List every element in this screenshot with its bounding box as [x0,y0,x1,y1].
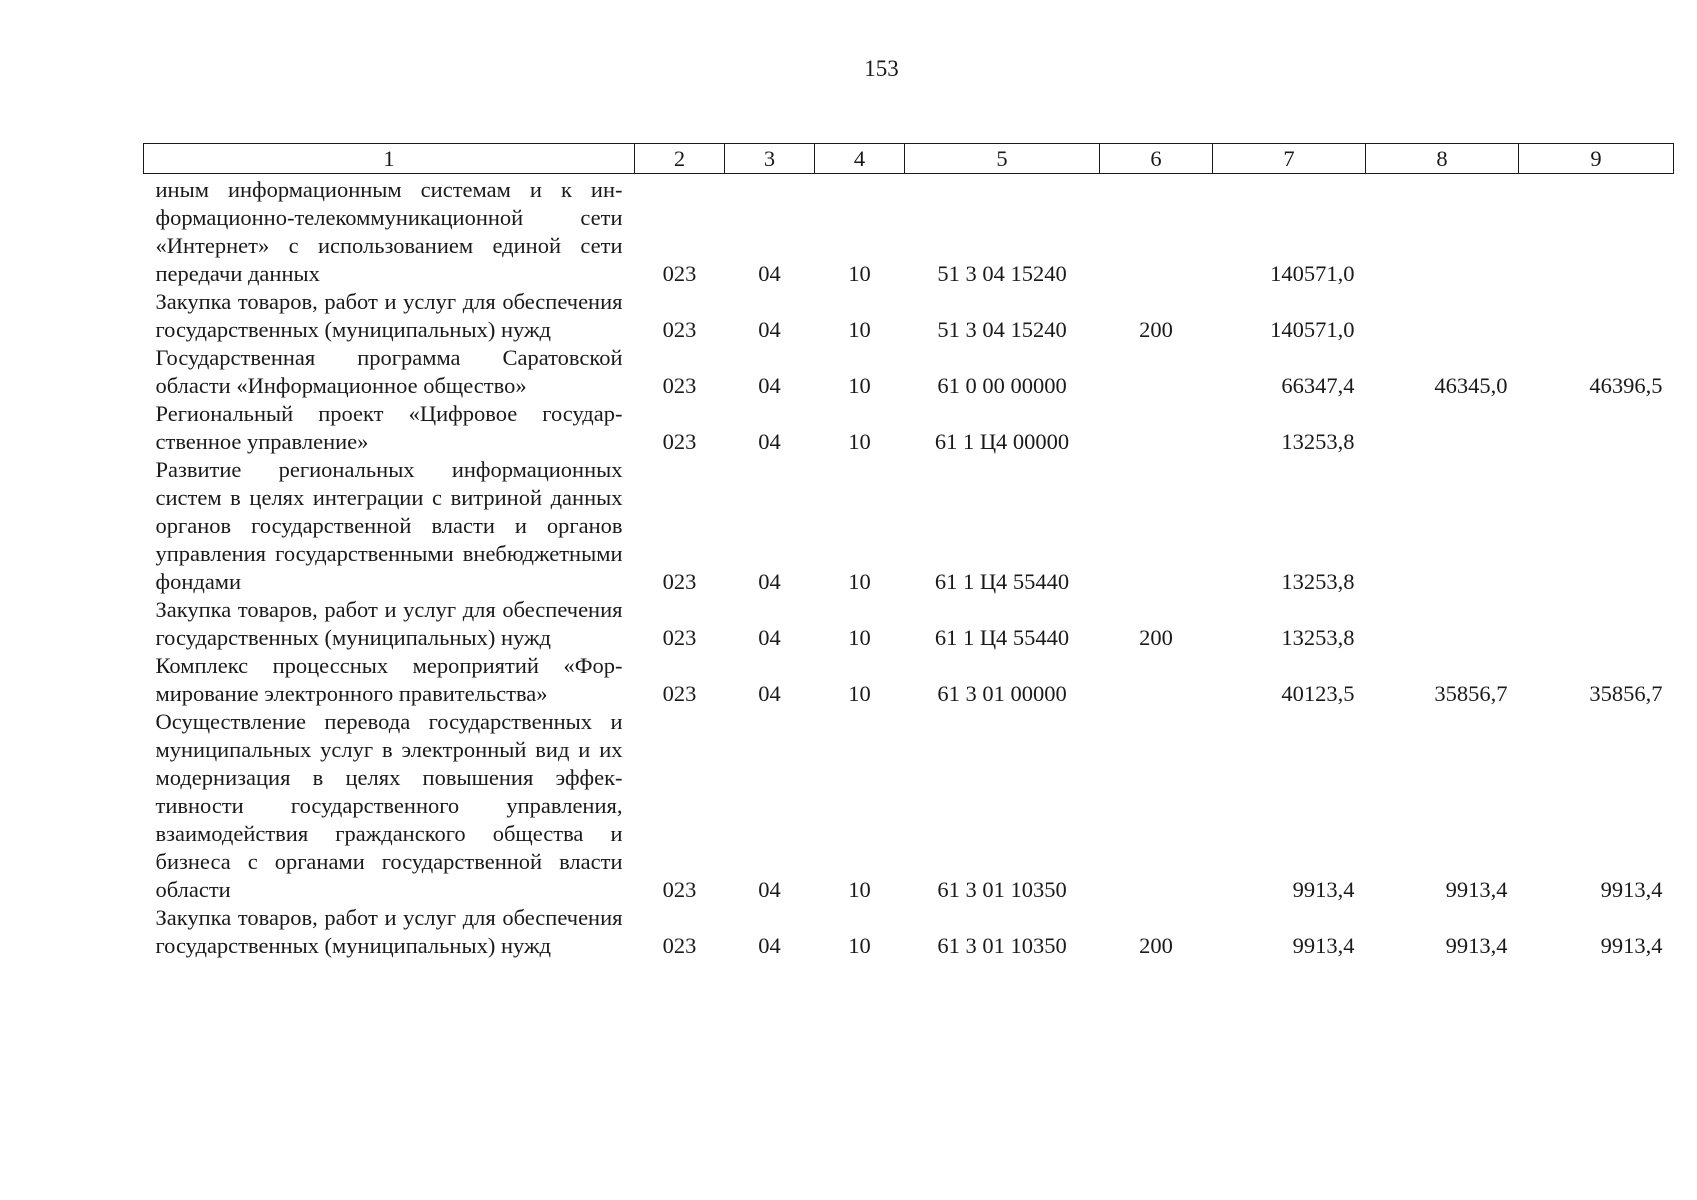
cell-subsection: 10 [848,429,871,454]
cell-amount-9: 9913,4 [1600,877,1663,902]
table-row [144,456,1674,596]
cell-amount-8 [1366,400,1519,456]
header-cell-2: 2 [635,144,725,174]
table-row [144,708,1674,904]
cell-expense-type [1100,652,1213,708]
cell-amount-7: 66347,4 [1281,373,1355,398]
cell-amount-8: 9913,4 [1445,933,1508,958]
cell-expense-type: 200 [1139,625,1173,650]
row-description: иным информационным системам и к информационно-телекоммуникационной сети «Интернет» с использованием единой сети передачи данных [155,177,623,286]
cell-subsection: 10 [848,681,871,706]
cell-target-article: 61 0 00 00000 [937,373,1067,398]
cell-target-article: 51 3 04 15240 [937,317,1067,342]
cell-expense-type [1100,400,1213,456]
cell-amount-8 [1366,596,1519,652]
cell-amount-8 [1366,174,1519,289]
cell-ministry-code: 023 [662,261,697,286]
cell-expense-type [1100,456,1213,596]
cell-amount-7: 9913,4 [1292,877,1355,902]
cell-ministry-code: 023 [662,933,697,958]
cell-amount-7: 140571,0 [1270,317,1355,342]
cell-amount-9 [1519,456,1674,596]
table-row [144,652,1674,708]
cell-target-article: 61 3 01 10350 [937,933,1067,958]
cell-section: 04 [758,317,781,342]
row-description: Закупка товаров, работ и услуг для обеспечения государственных (муниципальных) нужд [155,597,623,650]
cell-expense-type [1100,344,1213,400]
cell-amount-8: 46345,0 [1434,373,1508,398]
cell-ministry-code: 023 [662,625,697,650]
cell-section: 04 [758,877,781,902]
cell-amount-7: 13253,8 [1281,429,1355,454]
table-row [144,904,1674,960]
cell-target-article: 61 1 Ц4 55440 [934,625,1070,650]
cell-target-article: 51 3 04 15240 [937,261,1067,286]
cell-amount-8: 35856,7 [1434,681,1508,706]
cell-section: 04 [758,681,781,706]
cell-amount-9 [1519,174,1674,289]
cell-subsection: 10 [848,877,871,902]
page-number: 153 [864,56,899,81]
cell-subsection: 10 [848,625,871,650]
cell-target-article: 61 3 01 00000 [937,681,1067,706]
cell-amount-8 [1366,288,1519,344]
cell-amount-9: 46396,5 [1589,373,1663,398]
cell-target-article: 61 3 01 10350 [937,877,1067,902]
header-cell-9: 9 [1519,144,1674,174]
cell-section: 04 [758,261,781,286]
budget-table [143,143,1674,960]
row-description: Закупка товаров, работ и услуг для обеспечения государственных (муниципальных) нужд [155,289,623,342]
cell-ministry-code: 023 [662,877,697,902]
cell-expense-type [1100,708,1213,904]
header-cell-6: 6 [1100,144,1213,174]
table-row [144,596,1674,652]
header-cell-4: 4 [815,144,905,174]
cell-expense-type: 200 [1139,933,1173,958]
row-description: Государственная программа Саратовской области «Информационное общество» [155,345,623,398]
cell-amount-9 [1519,288,1674,344]
cell-amount-9: 9913,4 [1600,933,1663,958]
cell-amount-9: 35856,7 [1589,681,1663,706]
header-cell-1: 1 [144,144,635,174]
cell-subsection: 10 [848,933,871,958]
header-cell-7: 7 [1213,144,1366,174]
header-row [144,144,1674,174]
cell-subsection: 10 [848,317,871,342]
header-cell-3: 3 [725,144,815,174]
cell-amount-9 [1519,400,1674,456]
cell-amount-7: 13253,8 [1281,569,1355,594]
row-description: Комплекс процессных мероприятий «Формирование электронного правительства» [155,653,623,706]
cell-subsection: 10 [848,261,871,286]
row-description: Региональный проект «Цифровое государственное управление» [155,401,623,454]
cell-section: 04 [758,373,781,398]
row-description: Осуществление перевода государственных и муниципальных услуг в электронный вид и их модернизация в целях повышения эффективности государственного управления, взаимодействия гражданского общества и бизнеса с органами государственной власти области [155,709,623,902]
cell-target-article: 61 1 Ц4 00000 [934,429,1070,454]
cell-amount-7: 140571,0 [1270,261,1355,286]
cell-amount-9 [1519,596,1674,652]
table-row [144,344,1674,400]
header-cell-8: 8 [1366,144,1519,174]
cell-amount-8 [1366,456,1519,596]
cell-section: 04 [758,933,781,958]
cell-subsection: 10 [848,569,871,594]
cell-section: 04 [758,569,781,594]
cell-ministry-code: 023 [662,569,697,594]
cell-ministry-code: 023 [662,373,697,398]
table-row [144,288,1674,344]
cell-amount-8: 9913,4 [1445,877,1508,902]
row-description: Развитие региональных информационных систем в целях интеграции с витриной данных органов государственной власти и органов управления государственными внебюджетными фондами [155,457,623,594]
cell-ministry-code: 023 [662,317,697,342]
cell-ministry-code: 023 [662,681,697,706]
cell-expense-type: 200 [1139,317,1173,342]
cell-amount-7: 40123,5 [1281,681,1355,706]
cell-amount-7: 9913,4 [1292,933,1355,958]
row-description: Закупка товаров, работ и услуг для обеспечения государственных (муниципальных) нужд [155,905,623,958]
cell-ministry-code: 023 [662,429,697,454]
table-row [144,400,1674,456]
cell-expense-type [1100,174,1213,289]
cell-amount-7: 13253,8 [1281,625,1355,650]
cell-section: 04 [758,625,781,650]
cell-subsection: 10 [848,373,871,398]
header-cell-5: 5 [905,144,1100,174]
cell-section: 04 [758,429,781,454]
table-row [144,174,1674,289]
cell-target-article: 61 1 Ц4 55440 [934,569,1070,594]
